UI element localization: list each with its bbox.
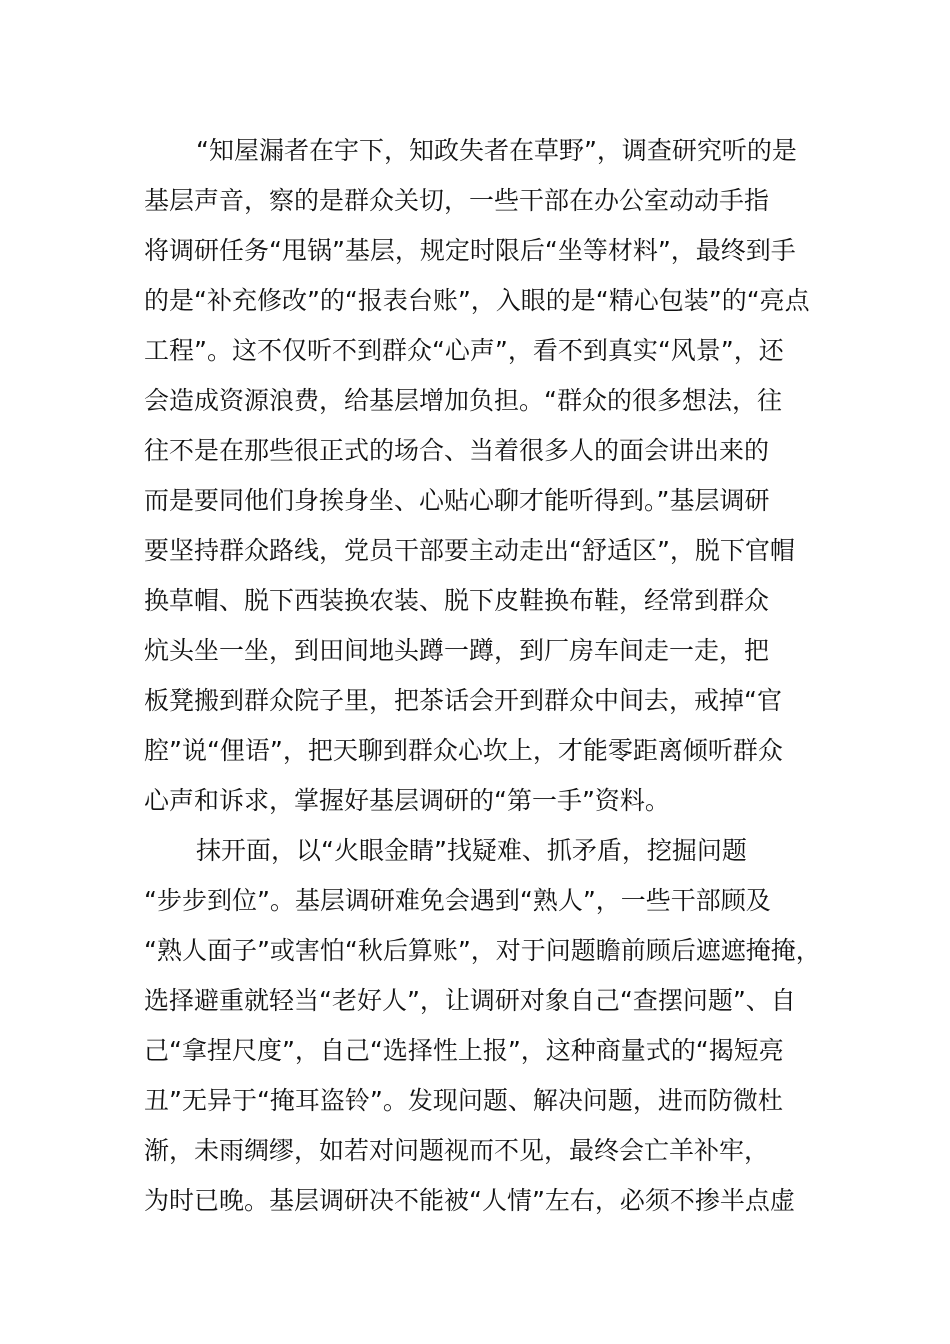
paragraph-2 xyxy=(144,826,824,1226)
paragraph-line: 丑”无异于“掩耳盗铃”。发现问题、解决问题，进而防微杜 xyxy=(144,1086,783,1115)
document-body xyxy=(144,126,824,1226)
paragraph-line: 为时已晚。基层调研决不能被“人情”左右，必须不掺半点虚 xyxy=(144,1186,795,1215)
paragraph-line: 将调研任务“甩锅”基层，规定时限后“坐等材料”，最终到手 xyxy=(144,236,796,265)
paragraph-line: 己“拿捏尺度”，自己“选择性上报”，这种商量式的“揭短亮 xyxy=(144,1036,784,1065)
paragraph-line: 工程”。这不仅听不到群众“心声”，看不到真实“风景”，还 xyxy=(144,336,784,365)
paragraph-line: “熟人面子”或害怕“秋后算账”，对于问题瞻前顾后遮遮掩掩， xyxy=(144,936,821,965)
paragraph-line: 心声和诉求，掌握好基层调研的“第一手”资料。 xyxy=(144,786,670,815)
paragraph-line: 选择避重就轻当“老好人”，让调研对象自己“查摆问题”、自 xyxy=(144,986,796,1015)
paragraph-line: 换草帽、脱下西装换农装、脱下皮鞋换布鞋，经常到群众 xyxy=(144,586,770,615)
paragraph-line: “知屋漏者在宇下，知政失者在草野”，调查研究听的是 xyxy=(196,136,797,165)
paragraph-line: 基层声音，察的是群众关切，一些干部在办公室动动手指 xyxy=(144,186,770,215)
paragraph-line: 要坚持群众路线，党员干部要主动走出“舒适区”，脱下官帽 xyxy=(144,536,795,565)
paragraph-line: 往不是在那些很正式的场合、当着很多人的面会讲出来的 xyxy=(144,436,770,465)
paragraph-line: 板凳搬到群众院子里，把茶话会开到群众中间去，戒掉“官 xyxy=(144,686,782,715)
paragraph-line: 抹开面，以“火眼金睛”找疑难、抓矛盾，挖掘问题 xyxy=(196,836,747,865)
paragraph-line: 腔”说“俚语”，把天聊到群众心坎上，才能零距离倾听群众 xyxy=(144,736,783,765)
paragraph-line: 的是“补充修改”的“报表台账”，入眼的是“精心包装”的“亮点 xyxy=(144,286,810,315)
paragraph-line: “步步到位”。基层调研难免会遇到“熟人”，一些干部顾及 xyxy=(144,886,771,915)
paragraph-1 xyxy=(144,126,824,826)
paragraph-line: 渐，未雨绸缪，如若对问题视而不见，最终会亡羊补牢， xyxy=(144,1136,770,1165)
paragraph-line: 炕头坐一坐，到田间地头蹲一蹲，到厂房车间走一走，把 xyxy=(144,636,770,665)
paragraph-line: 而是要同他们身挨身坐、心贴心聊才能听得到。”基层调研 xyxy=(144,486,770,515)
paragraph-line: 会造成资源浪费，给基层增加负担。“群众的很多想法，往 xyxy=(144,386,782,415)
